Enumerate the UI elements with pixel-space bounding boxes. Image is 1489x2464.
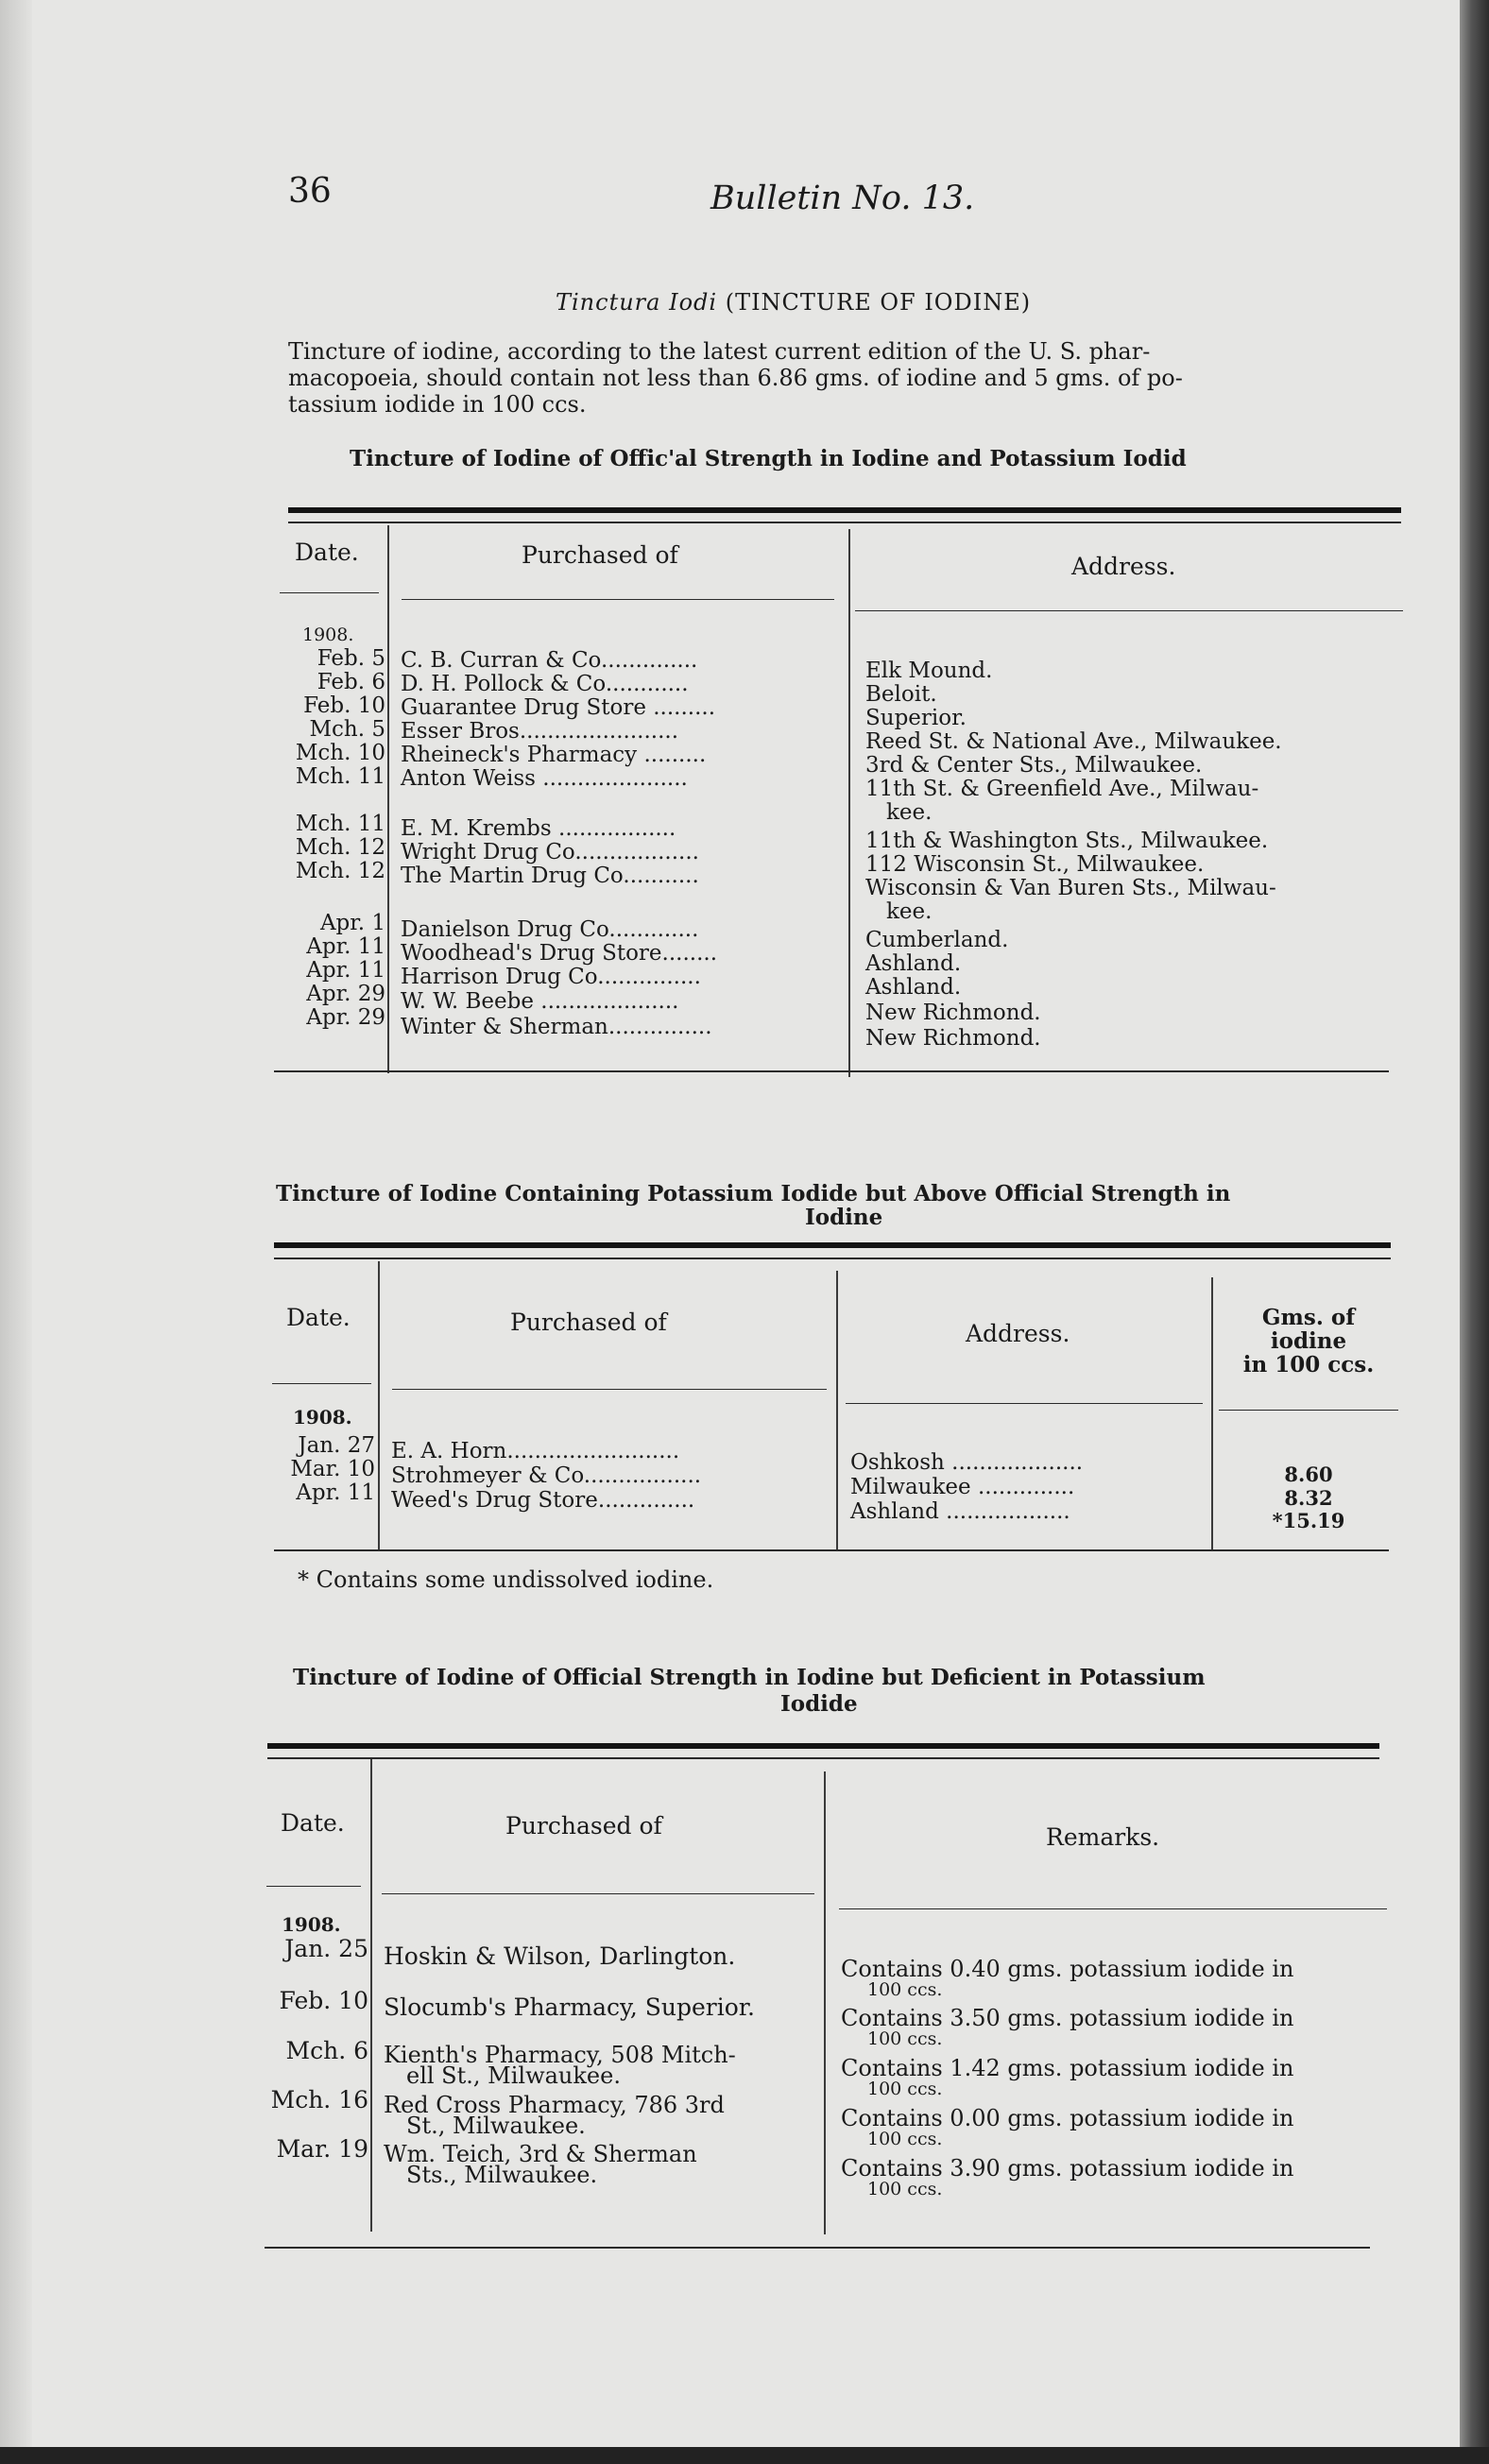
table2-header-underline [272, 1383, 371, 1384]
table2-header-gms [1219, 1306, 1398, 1377]
intro-line: macopoeia, should contain not less than 6.86 gms. of iodine and 5 gms. of po- [288, 365, 1183, 391]
table-row-remarks: Contains 0.00 gms. potassium iodide in [841, 2105, 1294, 2131]
table-row-date: Mar. 19 [276, 2135, 368, 2163]
running-head: Bulletin No. 13. [710, 180, 975, 217]
table-row-date: Mch. 11 [295, 764, 385, 789]
table3-header-date: Date. [281, 1809, 345, 1837]
table1-header-date: Date. [295, 539, 359, 566]
table-row-purchased-continued: St., Milwaukee. [406, 2113, 586, 2139]
table-row-date: Apr. 1 [319, 911, 385, 935]
table2-title: Tincture of Iodine Containing Potassium Iodide but Above Official Strength in [276, 1181, 1231, 1206]
table-row-date: Feb. 10 [303, 693, 385, 718]
table-row-gms: 8.32 [1284, 1486, 1333, 1510]
table-row-remarks-continued: 100 ccs. [867, 1979, 943, 2000]
table2-header-underline [1219, 1410, 1398, 1411]
table-row-purchased: Wright Drug Co.................. [401, 840, 699, 864]
table2-col-divider [836, 1271, 838, 1549]
table-row-remarks-continued: 100 ccs. [867, 2079, 943, 2099]
table-row-address: 11th & Washington Sts., Milwaukee. [865, 829, 1269, 853]
table-row-address: Ashland. [865, 951, 962, 976]
table-row-address-continued: kee. [886, 899, 933, 924]
table-row-remarks-continued: 100 ccs. [867, 2028, 943, 2049]
table-row-address: Elk Mound. [865, 659, 993, 683]
table-row-date: Apr. 11 [306, 934, 385, 959]
table-row-date: Mch. 5 [309, 717, 385, 742]
table2-header-purchased: Purchased of [510, 1309, 667, 1336]
table-row-purchased: Woodhead's Drug Store........ [401, 941, 718, 966]
table-row-date: Feb. 6 [317, 670, 385, 694]
table-row-purchased-continued: Sts., Milwaukee. [406, 2162, 598, 2188]
table-row-purchased: Rheineck's Pharmacy ......... [401, 743, 707, 767]
table-row-date: Mar. 10 [290, 1457, 375, 1481]
table-row-purchased: Anton Weiss ..................... [401, 766, 688, 791]
table2-header-gms-line: iodine [1270, 1328, 1347, 1354]
section-title-latin: Tinctura Iodi [556, 289, 718, 316]
table-row-date: Mch. 12 [295, 859, 385, 883]
table-row-date: Mch. 11 [295, 812, 385, 836]
intro-line: tassium iodide in 100 ccs. [288, 391, 587, 418]
table1-top-rule [288, 507, 1401, 513]
table-row-purchased: D. H. Pollock & Co............ [401, 672, 689, 696]
table1-col-divider [387, 525, 389, 1073]
table-row-address: Milwaukee .............. [850, 1475, 1075, 1499]
table1-title: Tincture of Iodine of Offic'al Strength in Iodine and Potassium Iodid [350, 446, 1187, 471]
page-number: 36 [288, 172, 332, 211]
table3-year: 1908. [282, 1913, 341, 1936]
intro-paragraph [288, 338, 1403, 418]
table2-year: 1908. [293, 1406, 352, 1429]
table2-title-continued: Iodine [805, 1205, 883, 1230]
table2-header-gms-line: in 100 ccs. [1242, 1352, 1375, 1377]
table-row-gms: *15.19 [1272, 1509, 1345, 1532]
table1-year: 1908. [302, 625, 354, 645]
table2-header-address: Address. [966, 1320, 1070, 1347]
table3-top-rule [267, 1743, 1379, 1749]
table-row-purchased: W. W. Beebe .................... [401, 989, 679, 1014]
page-right-edge [1460, 0, 1489, 2464]
page-bottom-edge [0, 2447, 1489, 2464]
table-row-purchased: Strohmeyer & Co................. [391, 1463, 702, 1488]
table-row-address: 112 Wisconsin St., Milwaukee. [865, 852, 1205, 877]
table1-bottom-rule [274, 1070, 1389, 1072]
table-row-purchased: Hoskin & Wilson, Darlington. [384, 1942, 736, 1970]
table3-title-continued: Iodide [780, 1691, 858, 1717]
table1-header-address: Address. [1071, 553, 1176, 580]
table3-header-remarks: Remarks. [1046, 1823, 1160, 1851]
intro-line: Tincture of iodine, according to the latest current edition of the U. S. phar- [288, 338, 1151, 365]
table-row-remarks: Contains 1.42 gms. potassium iodide in [841, 2055, 1294, 2081]
table-row-purchased: Winter & Sherman............... [401, 1015, 712, 1039]
table2-col-divider [378, 1261, 380, 1549]
table-row-purchased: Danielson Drug Co............. [401, 917, 699, 942]
table-row-date: Feb. 5 [317, 646, 385, 671]
table2-header-date: Date. [286, 1304, 351, 1331]
table-row-purchased: Esser Bros....................... [401, 719, 679, 744]
table-row-address: Reed St. & National Ave., Milwaukee. [865, 729, 1282, 754]
table-row-date: Mch. 16 [270, 2086, 368, 2113]
table-row-address: Beloit. [865, 682, 937, 707]
table1-col-divider [848, 529, 850, 1077]
table-row-date: Jan. 25 [284, 1935, 368, 1962]
table-row-date: Apr. 29 [306, 982, 385, 1006]
table2-top-rule [274, 1242, 1391, 1248]
table1-top-rule-thin [288, 522, 1401, 523]
table3-header-purchased: Purchased of [505, 1812, 662, 1839]
table2-footnote: * Contains some undissolved iodine. [298, 1566, 714, 1593]
table3-bottom-rule [265, 2247, 1370, 2249]
table-row-purchased: Slocumb's Pharmacy, Superior. [384, 1993, 755, 2021]
table2-top-rule-thin [274, 1258, 1391, 1259]
page-left-edge [0, 0, 32, 2464]
table-row-date: Apr. 29 [306, 1005, 385, 1030]
table-row-address-continued: kee. [886, 800, 933, 825]
table-row-purchased: C. B. Curran & Co.............. [401, 648, 698, 673]
table-row-date: Feb. 10 [279, 1987, 368, 2014]
table3-title: Tincture of Iodine of Official Strength in Iodine but Deficient in Potassium [293, 1665, 1206, 1690]
table3-header-underline [839, 1908, 1387, 1909]
table-row-address: New Richmond. [865, 1001, 1041, 1025]
table-row-address: Ashland .................. [850, 1499, 1070, 1524]
table-row-address: Oshkosh ................... [850, 1450, 1084, 1475]
table-row-remarks-continued: 100 ccs. [867, 2179, 943, 2199]
table2-header-underline [392, 1389, 827, 1390]
table-row-address: New Richmond. [865, 1026, 1041, 1051]
table-row-purchased: Guarantee Drug Store ......... [401, 695, 716, 720]
table-row-date: Mch. 10 [295, 741, 385, 765]
table-row-purchased: Weed's Drug Store.............. [391, 1488, 695, 1513]
table3-col-divider [824, 1771, 826, 2234]
table3-header-underline [266, 1886, 361, 1887]
table-row-gms: 8.60 [1284, 1463, 1333, 1486]
table-row-address: Superior. [865, 706, 967, 730]
table-row-address: Cumberland. [865, 928, 1009, 952]
table-row-date: Apr. 11 [306, 958, 385, 983]
table1-header-underline [855, 610, 1403, 611]
table1-header-underline [402, 599, 834, 600]
section-title-english: (TINCTURE OF IODINE) [725, 289, 1032, 316]
table-row-purchased: Red Cross Pharmacy, 786 3rd [384, 2092, 725, 2118]
table3-col-divider [370, 1759, 372, 2232]
table-row-date: Jan. 27 [298, 1433, 375, 1458]
table-row-address: 3rd & Center Sts., Milwaukee. [865, 753, 1203, 778]
table3-top-rule-thin [267, 1757, 1379, 1759]
table-row-purchased: E. M. Krembs ................. [401, 816, 676, 841]
table2-col-divider [1211, 1277, 1213, 1551]
table1-header-underline [280, 592, 379, 593]
table-row-address: Ashland. [865, 975, 962, 1000]
table-row-purchased: E. A. Horn......................... [391, 1439, 680, 1463]
table2-header-gms-line: Gms. of [1261, 1305, 1356, 1330]
table2-bottom-rule [274, 1549, 1389, 1551]
table-row-purchased-continued: ell St., Milwaukee. [406, 2062, 621, 2089]
section-title [556, 289, 1031, 316]
table-row-address: 11th St. & Greenfield Ave., Milwau- [865, 777, 1259, 801]
table-row-remarks: Contains 3.90 gms. potassium iodide in [841, 2155, 1294, 2182]
table-row-purchased: The Martin Drug Co........... [401, 864, 699, 888]
table-row-date: Mch. 12 [295, 835, 385, 860]
table-row-remarks: Contains 3.50 gms. potassium iodide in [841, 2005, 1294, 2031]
table-row-date: Mch. 6 [285, 2037, 368, 2064]
table-row-date: Apr. 11 [296, 1480, 375, 1505]
table3-header-underline [382, 1893, 814, 1894]
table-row-remarks-continued: 100 ccs. [867, 2129, 943, 2149]
table1-header-purchased: Purchased of [522, 541, 678, 569]
table2-header-underline [846, 1403, 1203, 1404]
table-row-purchased: Kienth's Pharmacy, 508 Mitch- [384, 2042, 736, 2068]
table-row-purchased: Wm. Teich, 3rd & Sherman [384, 2141, 697, 2167]
table-row-remarks: Contains 0.40 gms. potassium iodide in [841, 1956, 1294, 1982]
table-row-address: Wisconsin & Van Buren Sts., Milwau- [865, 876, 1276, 900]
table-row-purchased: Harrison Drug Co............... [401, 965, 701, 989]
